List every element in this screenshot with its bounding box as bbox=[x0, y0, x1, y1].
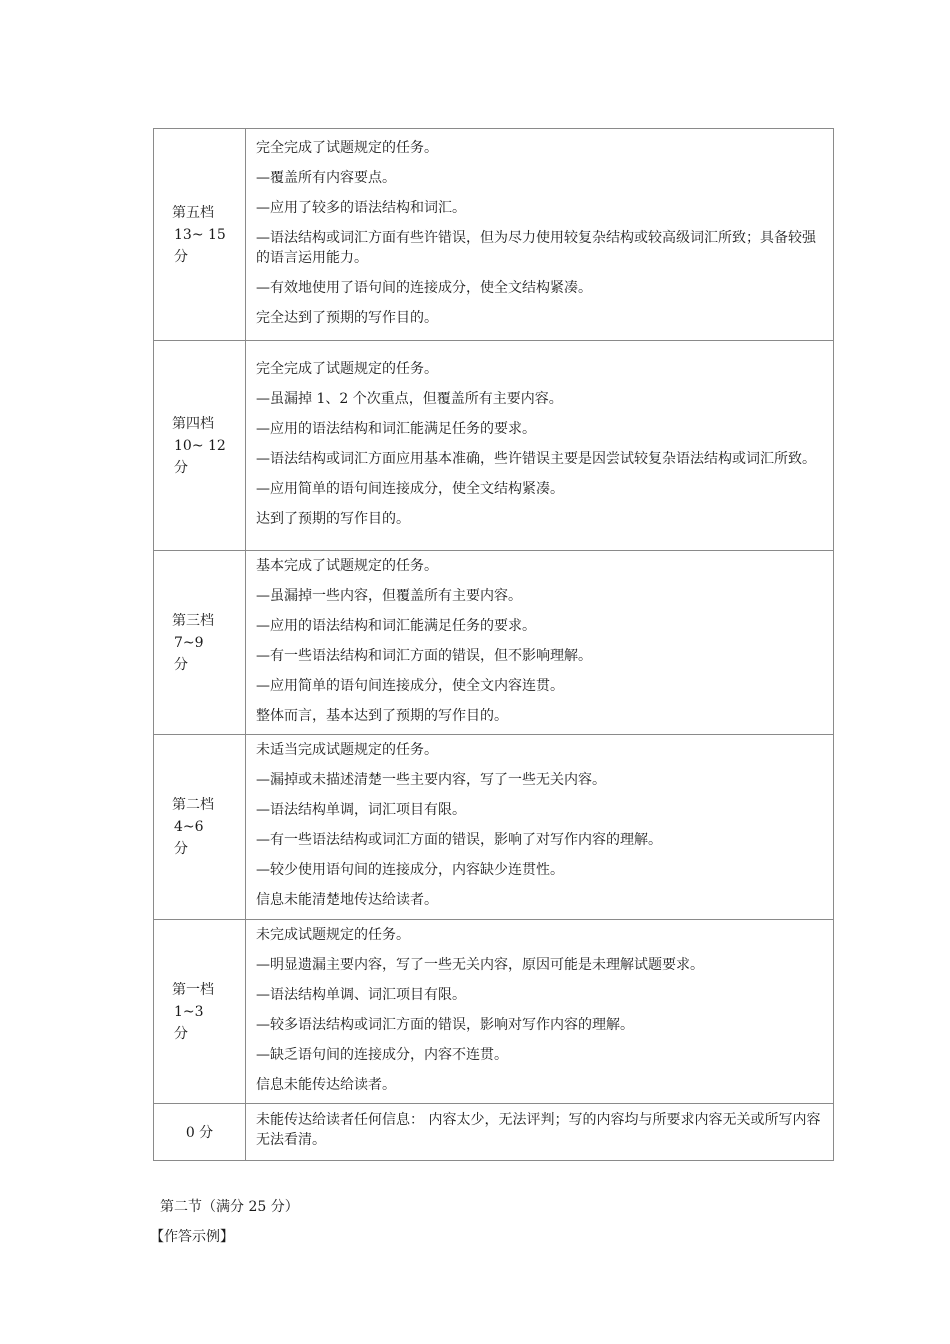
criteria-line: —应用的语法结构和词汇能满足任务的要求。 bbox=[256, 617, 536, 634]
grade-unit: 分 bbox=[174, 841, 188, 857]
criteria-line: —应用了较多的语法结构和词汇。 bbox=[256, 199, 466, 216]
criteria-line: —覆盖所有内容要点。 bbox=[256, 169, 396, 186]
grade-unit: 分 bbox=[174, 459, 188, 476]
grade-cell bbox=[154, 551, 246, 735]
grade-description bbox=[246, 735, 834, 920]
criteria-line: 未适当完成试题规定的任务。 bbox=[256, 742, 438, 758]
grade-description bbox=[246, 920, 834, 1104]
grade-points: 10~ 12 bbox=[174, 437, 226, 454]
grade-name: 第三档 bbox=[172, 612, 214, 629]
criteria-line: 达到了预期的写作目的。 bbox=[256, 510, 410, 527]
grade-cell bbox=[154, 129, 246, 341]
criteria-line: —语法结构或词汇方面应用基本准确，些许错误主要是因尝试较复杂语法结构或词汇所致。 bbox=[256, 450, 816, 467]
rubric-row bbox=[154, 341, 834, 551]
zero-grade-description bbox=[246, 1104, 834, 1161]
criteria-line: —应用的语法结构和词汇能满足任务的要求。 bbox=[256, 420, 536, 437]
rubric-row bbox=[154, 735, 834, 920]
rubric-row-zero bbox=[154, 1104, 834, 1161]
grade-name: 第一档 bbox=[172, 981, 214, 998]
criteria-line: —明显遗漏主要内容，写了一些无关内容，原因可能是未理解试题要求。 bbox=[256, 956, 704, 973]
criteria-line: 整体而言，基本达到了预期的写作目的。 bbox=[256, 707, 508, 724]
criteria-line: —虽漏掉 1、2 个次重点，但覆盖所有主要内容。 bbox=[256, 390, 563, 407]
section-heading: 第二节（满分 25 分） bbox=[160, 1199, 299, 1215]
criteria-line: —有一些语法结构和词汇方面的错误，但不影响理解。 bbox=[256, 647, 592, 664]
criteria-line: —语法结构或词汇方面有些许错误，但为尽力使用较复杂结构或较高级词汇所致；具备较强的语言运用能力。 bbox=[256, 229, 816, 266]
grade-cell bbox=[154, 735, 246, 920]
criteria-line: —漏掉或未描述清楚一些主要内容，写了一些无关内容。 bbox=[256, 772, 606, 788]
criteria-line: —较多语法结构或词汇方面的错误，影响对写作内容的理解。 bbox=[256, 1016, 634, 1033]
criteria-line: 信息未能传达给读者。 bbox=[256, 1076, 396, 1093]
rubric-row bbox=[154, 129, 834, 341]
grade-points: 1~3 bbox=[174, 1003, 204, 1020]
criteria-line: —应用简单的语句间连接成分，使全文结构紧凑。 bbox=[256, 480, 564, 497]
grade-cell bbox=[154, 341, 246, 551]
criteria-line: 完全完成了试题规定的任务。 bbox=[256, 360, 438, 377]
criteria-line: 完全达到了预期的写作目的。 bbox=[256, 309, 438, 326]
criteria-line: —缺乏语句间的连接成分，内容不连贯。 bbox=[256, 1046, 508, 1063]
criteria-line: —语法结构单调、词汇项目有限。 bbox=[256, 986, 466, 1003]
criteria-line: 基本完成了试题规定的任务。 bbox=[256, 557, 438, 574]
grade-name: 第五档 bbox=[172, 204, 214, 221]
grade-description bbox=[246, 129, 834, 341]
grade-unit: 分 bbox=[174, 248, 188, 265]
criteria-line: —较少使用语句间的连接成分，内容缺少连贯性。 bbox=[256, 862, 564, 878]
criteria-line: —有一些语法结构或词汇方面的错误，影响了对写作内容的理解。 bbox=[256, 832, 662, 848]
grade-points: 4~6 bbox=[174, 819, 204, 835]
grade-cell bbox=[154, 920, 246, 1104]
grade-unit: 分 bbox=[174, 1025, 188, 1042]
criteria-line: —语法结构单调，词汇项目有限。 bbox=[256, 802, 466, 818]
rubric-row bbox=[154, 920, 834, 1104]
grade-name: 第二档 bbox=[172, 797, 214, 813]
grade-unit: 分 bbox=[174, 656, 188, 673]
grade-points: 7~9 bbox=[174, 634, 204, 651]
zero-grade-text: 未能传达给读者任何信息： 内容太少，无法评判；写的内容均与所要求内容无关或所写内容无法看清。 bbox=[256, 1112, 821, 1148]
criteria-line: 完全完成了试题规定的任务。 bbox=[256, 139, 438, 156]
criteria-line: 未完成试题规定的任务。 bbox=[256, 926, 410, 943]
criteria-line: —有效地使用了语句间的连接成分，使全文结构紧凑。 bbox=[256, 279, 592, 296]
scoring-rubric-table bbox=[153, 128, 834, 1161]
sample-heading: 【作答示例】 bbox=[150, 1229, 234, 1245]
criteria-line: —应用简单的语句间连接成分，使全文内容连贯。 bbox=[256, 677, 564, 694]
zero-grade-label: 0 分 bbox=[154, 1104, 246, 1161]
grade-points: 13~ 15 bbox=[174, 226, 226, 243]
criteria-line: —虽漏掉一些内容，但覆盖所有主要内容。 bbox=[256, 587, 522, 604]
grade-description bbox=[246, 341, 834, 551]
criteria-line: 信息未能清楚地传达给读者。 bbox=[256, 892, 438, 908]
grade-name: 第四档 bbox=[172, 415, 214, 432]
rubric-row bbox=[154, 551, 834, 735]
grade-description bbox=[246, 551, 834, 735]
